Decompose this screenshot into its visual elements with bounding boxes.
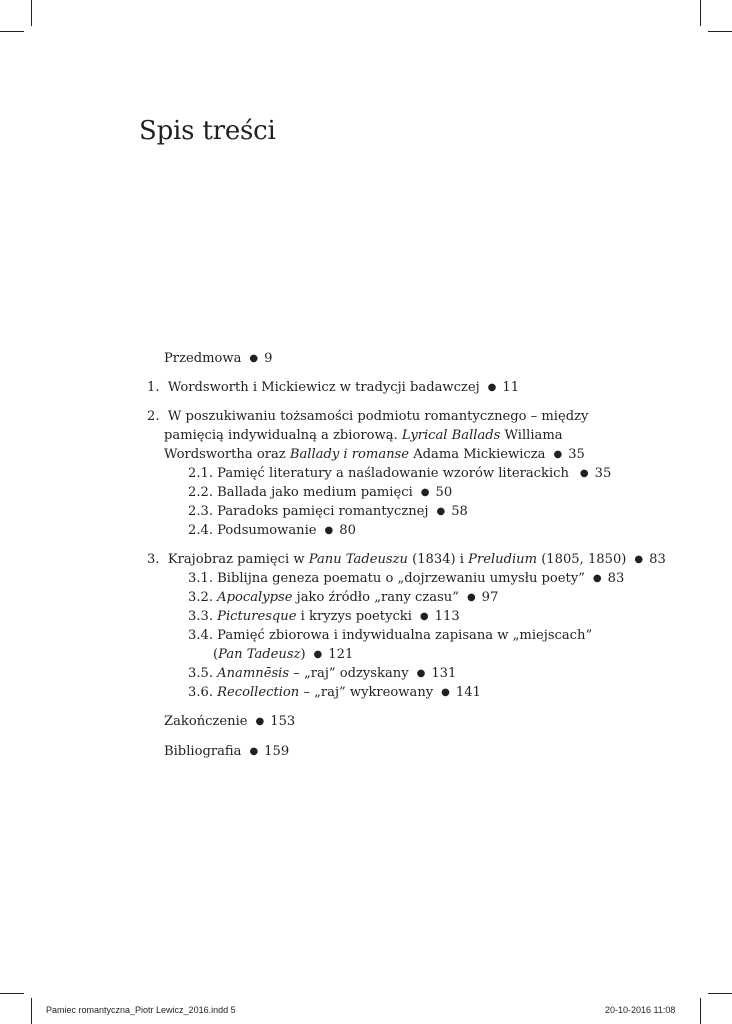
toc-subentry: 3.2. Apocalypse jako źródło „rany czasu” ● 97 xyxy=(188,590,499,605)
toc-entry-chapter-2-cont: pamięcią indywidualną a zbiorową. Lyrical Ballads Williama xyxy=(164,428,563,443)
toc-subentry: 2.1. Pamięć literatury a naśladowanie wzorów literackich ● 35 xyxy=(188,466,612,481)
toc-subentry: 3.3. Picturesque i kryzys poetycki ● 113 xyxy=(188,609,460,624)
crop-mark xyxy=(708,31,732,32)
crop-mark xyxy=(700,998,701,1024)
toc-entry-bibliography: Bibliografia ● 159 xyxy=(164,744,290,759)
toc-subentry: 3.1. Biblijna geneza poematu o „dojrzewaniu umysłu poety” ● 83 xyxy=(188,571,625,586)
toc-subentry: 3.6. Recollection – „raj” wykreowany ● 141 xyxy=(188,685,481,700)
crop-mark xyxy=(700,0,701,26)
toc-entry-chapter-2-cont: Wordswortha oraz Ballady i romanse Adama Mickiewicza ● 35 xyxy=(164,447,585,462)
toc-entry-ending: Zakończenie ● 153 xyxy=(164,714,296,729)
crop-mark xyxy=(31,998,32,1024)
toc-subentry: 2.2. Ballada jako medium pamięci ● 50 xyxy=(188,485,453,500)
crop-mark xyxy=(0,31,24,32)
slug-date: 20-10-2016 11:08 xyxy=(605,1005,676,1015)
crop-mark xyxy=(708,993,732,994)
toc-entry-chapter-2: 2. W poszukiwaniu tożsamości podmiotu romantycznego – między xyxy=(147,409,589,424)
toc-subentry: 3.4. Pamięć zbiorowa i indywidualna zapisana w „miejscach” xyxy=(188,628,593,643)
page-title: Spis treści xyxy=(139,116,276,146)
toc-subentry: 3.5. Anamnēsis – „raj” odzyskany ● 131 xyxy=(188,666,457,681)
toc-subentry: 2.4. Podsumowanie ● 80 xyxy=(188,523,356,538)
toc-entry-chapter-1: 1. Wordsworth i Mickiewicz w tradycji badawczej ● 11 xyxy=(147,380,520,395)
slug-filename: Pamiec romantyczna_Piotr Lewicz_2016.indd 5 xyxy=(46,1005,236,1015)
crop-mark xyxy=(31,0,32,26)
toc-entry-preface: Przedmowa ● 9 xyxy=(164,351,273,366)
toc-entry-chapter-3: 3. Krajobraz pamięci w Panu Tadeuszu (1834) i Preludium (1805, 1850) ● 83 xyxy=(147,552,666,567)
crop-mark xyxy=(0,993,24,994)
toc-subentry: 2.3. Paradoks pamięci romantycznej ● 58 xyxy=(188,504,468,519)
toc-subentry-cont: (Pan Tadeusz) ● 121 xyxy=(213,647,354,662)
